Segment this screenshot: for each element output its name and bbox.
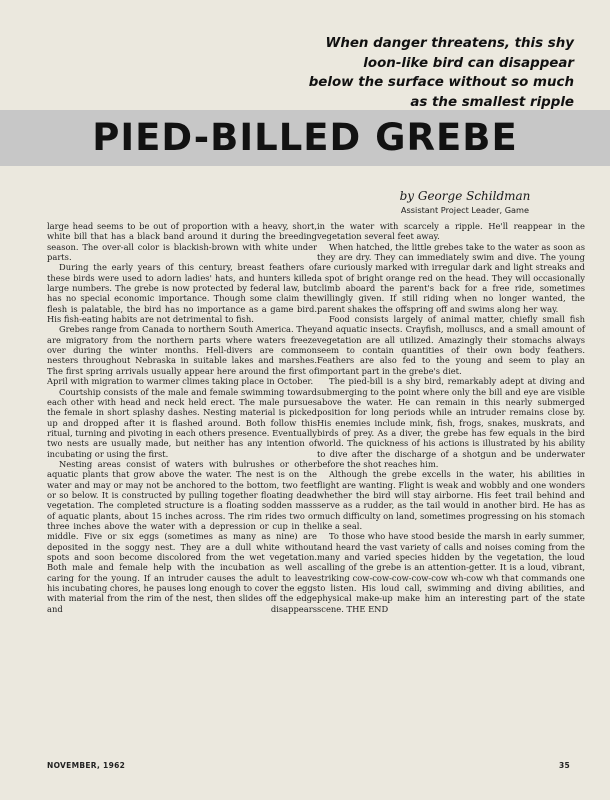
author-name: by George Schildman bbox=[399, 189, 531, 203]
paragraph: The pied-bill is a shy bird, remarkably adept at diving and submerging to the point where only the bill and eye are visible above the water. He can remain in this nearly submerged position for long periods while an intruder remains close by. His enemies include mink, fish, frogs, snakes, muskrats, and birds of prey. As a diver, the grebe has few equals in the bird world. The quickness of his actions is illustrated by his ability to dive after the discharge of a shotgun and be underwater before the shot reaches him. bbox=[317, 376, 585, 469]
left-column bbox=[47, 221, 317, 614]
paragraph: When hatched, the little grebes take to the water as soon as they are dry. They can immediately swim and dive. The young are curiously marked with irregular dark and light streaks and a spot of bright orange red on the head. They will occasionally climb aboard the parent's back for a free ride, sometimes willingly given. If still riding when no longer wanted, the parent shakes the offspring off and swims along her way. bbox=[317, 241, 585, 314]
paragraph: Courtship consists of the male and female swimming toward each other with head and neck held erect. The male pursues the female in short splashy dashes. Nesting material is picked up and dropped after it is flashed around. Both follow this ritual, turning and pivoting in each others presence. Eventually two nests are usually made, but neither has any intention of incubating or using the first. bbox=[47, 386, 317, 459]
paragraph: Food consists largely of animal matter, chiefly small fish and aquatic insects. Crayfish, molluscs, and a small amount of vegetation are all utilized. Amazingly their stomachs always seem to contain quantities of their own body feathers. Feathers are also fed to the young and seem to play an important part in the grebe's diet. bbox=[317, 314, 585, 376]
tagline-line: When danger threatens, this shy bbox=[325, 36, 574, 51]
author-role: Assistant Project Leader, Game bbox=[400, 205, 530, 215]
paragraph: To those who have stood beside the marsh in early summer, and heard the vast variety of calls and noises coming from the many and varied species hidden by the vegetation, the loud calling of the grebe is an attention-getter. It is a loud, vibrant, striking cow-cow-cow-cow-cow wh-cow wh that commands one to listen. His loud call, swimming and diving abilities, and physical make-up make him an interesting part of the state scene. THE END bbox=[317, 531, 585, 614]
paragraph: During the early years of this century, breast feathers of these birds were used to adorn ladies' hats, and hunters killed large numbers. The grebe is now protected by federal law, but has no special economic importance. Though some claim the flesh is palatable, the bird has no importance as a game bird. His fish-eating habits are not detrimental to fish. bbox=[47, 262, 317, 325]
paragraph: in the water with scarcely a ripple. He'll reappear in the vegetation several feet away. bbox=[317, 221, 585, 242]
paragraph: Although the grebe excells in the water, his abilities in flight are wanting. Flight is weak and wobbly and one wonders whether the bird will stay airborne. His feet trail behind and serve as a rudder, as the tail would in another bird. He has as much difficulty on land, sometimes progressing on his stomach like a seal. bbox=[317, 469, 585, 531]
right-column bbox=[317, 221, 585, 614]
issue-date: NOVEMBER, 1962 bbox=[47, 761, 126, 770]
article-tagline bbox=[274, 34, 574, 112]
page-number: 35 bbox=[558, 761, 570, 770]
tagline-line: loon-like bird can disappear bbox=[363, 55, 574, 71]
paragraph: Nesting areas consist of waters with bulrushes or other aquatic plants that grow above the water. The nest is on the water and may or may not be anchored to the bottom, two feet or so below. It is constructed by pulling together floating dead vegetation. The completed structure is a floating sodden mass of aquatic plants, about 15 inches across. The rim rides two or three inches above the water with a depression or cup in the middle. Five or six eggs (sometimes as many as nine) are deposited in the soggy nest. They are a dull white without spots and soon become discolored from the wet vegetation. Both male and female help with the incubation as well as caring for the young. If an intruder causes the adult to leave his incubating chores, he pauses long enough to cover the eggs with material from the rim of the nest, then slides off the edge and disappears bbox=[47, 458, 317, 614]
paragraph: Grebes range from Canada to northern South America. They are migratory from the northern parts where waters freeze over during the winter months. Hell-divers are common nesters throughout Nebraska in suitable lakes and marshes. The first spring arrivals usually appear here around the first of April with migration to warmer climes taking place in October. bbox=[47, 324, 317, 387]
tagline-line: below the surface without so much bbox=[308, 75, 574, 90]
paragraph: large head seems to be out of proportion with a heavy, short, white bill that has a black band around it during the breeding season. The over-all color is blackish-brown with white under parts. bbox=[47, 221, 317, 263]
tagline-line: as the smallest ripple bbox=[410, 94, 574, 110]
article-title: PIED-BILLED GREBE bbox=[92, 116, 518, 159]
byline bbox=[360, 188, 570, 216]
